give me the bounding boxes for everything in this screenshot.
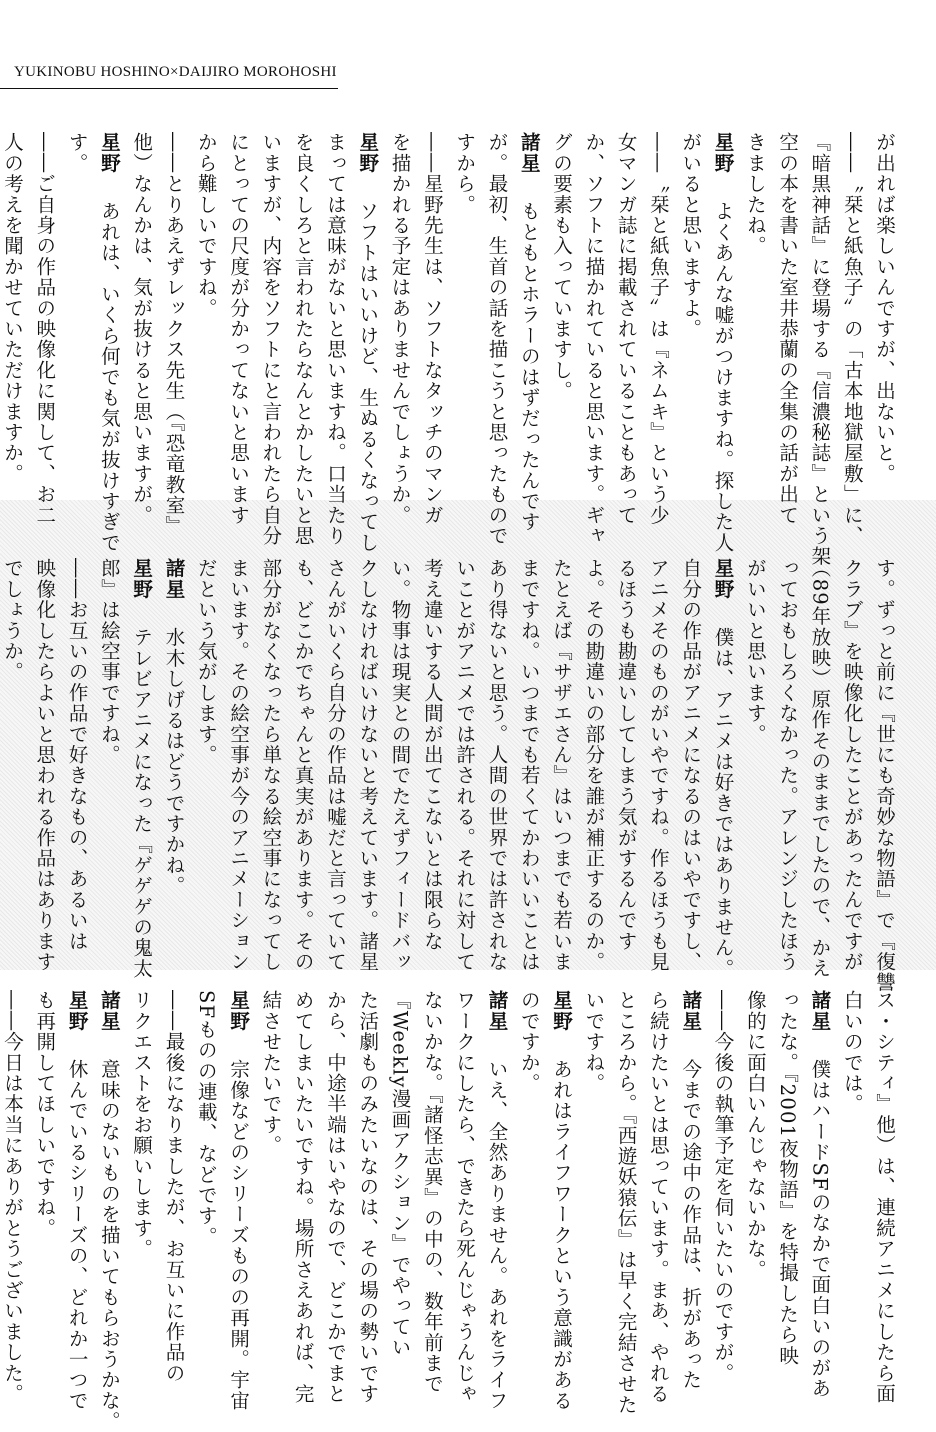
line-text: 結させたいです。 [259, 990, 283, 1156]
line-text: ――今後の執筆予定を伺いたいのですが。 [711, 990, 735, 1384]
line-text: きましたね。 [743, 132, 767, 257]
text-line [286, 132, 318, 546]
line-text: がいいと思います。 [743, 558, 767, 745]
text-block-bottom [0, 990, 900, 1432]
line-text: いますが、内容をソフトにと言われたら自分 [259, 132, 283, 546]
text-line [706, 558, 738, 979]
running-header: YUKINOBU HOSHINO×DAIJIRO MOROHOSHI [14, 64, 337, 80]
line-text: たとえば『サザエさん』はいつまでも若いま [550, 558, 574, 972]
text-line [868, 132, 900, 490]
text-line [448, 990, 480, 1404]
text-line [254, 558, 286, 972]
text-line [706, 132, 738, 553]
text-line [93, 132, 125, 553]
text-line [125, 558, 157, 979]
text-line [416, 990, 448, 1395]
text-line [60, 132, 92, 490]
text-line [771, 558, 803, 972]
text-line [642, 558, 674, 972]
line-text: リクエストをお願いします。 [130, 990, 154, 1260]
line-text: 空の本を書いた室井恭蘭の全集の話が出て [776, 132, 800, 526]
text-line [480, 558, 512, 972]
text-line [383, 990, 415, 1358]
speaker-label: 星野 [97, 132, 121, 174]
line-text: 部分がなくなったら単なる絵空事になってし [259, 558, 283, 972]
line-text: 他）なんかは、気が抜けると思いますが。 [130, 132, 154, 526]
text-line [60, 558, 92, 952]
speaker-label: 諸星 [679, 990, 703, 1032]
text-block-middle [0, 558, 900, 993]
text-line [189, 990, 221, 1335]
text-line [545, 558, 577, 972]
text-line [803, 132, 835, 567]
line-text: いことがアニメでは許される。それに対して [453, 558, 477, 972]
text-line [577, 132, 609, 546]
speaker-label: 星野 [227, 990, 251, 1032]
line-text: クしなければいけないと考えています。諸星 [356, 558, 380, 972]
text-line [609, 990, 641, 1415]
text-line [222, 132, 254, 526]
line-text: ――〝栞と紙魚子〟は『ネムキ』という少 [646, 132, 670, 526]
text-line [351, 132, 383, 553]
line-text: SFものの連載、などです。 [194, 990, 218, 1247]
line-text: 自分の作品がアニメになるのはいやですし、 [679, 558, 703, 972]
line-text: 白いのでは。 [840, 990, 864, 1115]
line-text: あれはライフワークという意識がある [550, 1059, 574, 1411]
text-line [803, 990, 835, 1399]
line-text: ところから。『西遊妖猿伝』は早く完結させた [614, 990, 638, 1415]
line-text: が。最初、生首の話を描こうと思ったもので [485, 132, 509, 546]
line-text: 人の考えを聞かせていただけますか。 [0, 132, 24, 484]
line-text: 郎』は絵空事ですね。 [97, 558, 121, 765]
text-line [642, 132, 674, 526]
text-line [706, 990, 738, 1384]
line-text: もともとホラーのはずだったんです [517, 201, 541, 533]
text-line [868, 990, 900, 1404]
line-text: が出れば楽しいんですが、出ないと。 [873, 132, 896, 484]
text-line [222, 990, 254, 1411]
line-text: ――ご自身の作品の映像化に関して、お二 [33, 132, 57, 526]
line-text: グの要素も入っていますし。 [550, 132, 574, 402]
text-line [835, 990, 867, 1335]
text-line [383, 132, 415, 526]
line-text: 像的に面白いんじゃないかな。 [743, 990, 767, 1280]
line-text: 考え違いする人間が出てこないとは限らな [420, 558, 444, 952]
line-text: のですか。 [517, 990, 541, 1094]
text-line [0, 990, 28, 1404]
text-line [674, 990, 706, 1391]
text-line [577, 990, 609, 1335]
line-text: テレビアニメになった『ゲゲゲの鬼太 [130, 627, 154, 979]
line-text: 休んでいるシリーズの、どれか一つで [65, 1059, 89, 1411]
line-text: まいます。その絵空事が今のアニメーション [227, 558, 251, 972]
speaker-label: 星野 [65, 990, 89, 1032]
line-text: っておもしろくなかった。アレンジしたほう [776, 558, 800, 972]
speaker-label: 諸星 [97, 990, 121, 1032]
text-line [157, 990, 189, 1384]
line-text: アニメそのものがいやですね。作るほうも見 [646, 558, 670, 972]
text-line [416, 558, 448, 952]
line-text: ――今日は本当にありがとうございました。 [0, 990, 24, 1404]
line-text: （89年放映）原作そのままでしたので、かえ [808, 558, 832, 979]
text-line [868, 558, 900, 993]
line-text: 今までの途中の作品は、折があった [679, 1059, 703, 1391]
speaker-label: 星野 [550, 990, 574, 1032]
text-line [222, 558, 254, 972]
text-line [351, 558, 383, 972]
line-text: ――星野先生は、ソフトなタッチのマンガ [420, 132, 444, 526]
line-text: るほうも勘違いしてしまう気がするんです [614, 558, 638, 952]
line-text: を描かれる予定はありませんでしょうか。 [388, 132, 412, 526]
text-line [835, 558, 867, 972]
text-line [674, 558, 706, 972]
line-text: も、どこかでちゃんと真実があります。その [291, 558, 315, 972]
text-line [93, 558, 125, 916]
text-line [319, 132, 351, 546]
text-line [512, 558, 544, 972]
text-line [609, 558, 641, 952]
text-line [125, 990, 157, 1335]
line-text: ないかな。『諸怪志異』の中の、数年前まで [420, 990, 444, 1395]
text-line [642, 990, 674, 1404]
line-text: すから。 [453, 132, 477, 215]
text-line [771, 132, 803, 526]
text-line [351, 990, 383, 1404]
text-line [254, 990, 286, 1335]
text-line [125, 132, 157, 526]
text-line [28, 132, 60, 526]
line-text: 僕は、アニメは好きではありません。 [711, 627, 735, 979]
line-text: 『Weekly漫画アクション』でやってい [388, 990, 412, 1358]
text-line [28, 990, 60, 1335]
text-line [416, 132, 448, 526]
text-line [60, 990, 92, 1411]
text-line [189, 132, 221, 490]
line-text: から、中途半端はいやなので、どこかでまと [323, 990, 347, 1404]
text-block-top [0, 132, 900, 567]
text-line [157, 132, 189, 537]
text-line [835, 132, 867, 546]
text-line [577, 558, 609, 972]
text-line [448, 558, 480, 972]
text-line [803, 558, 835, 979]
line-text: 意味のないものを描いてもらおうかな。 [97, 1059, 121, 1432]
text-line [480, 990, 512, 1411]
line-text: クラブ』を映像化したことがあったんですが [840, 558, 864, 972]
line-text: 映像化したらよいと思われる作品はあります [33, 558, 57, 972]
text-line [545, 132, 577, 490]
text-line [319, 990, 351, 1404]
line-text: す。 [65, 132, 89, 174]
line-text: あれは、いくら何でも気が抜けすぎで [97, 201, 121, 553]
line-text: ら続けたいとは思っています。まあ、やれる [646, 990, 670, 1404]
text-line [93, 990, 125, 1432]
line-text: ――お互いの作品で好きなもの、あるいは [65, 558, 89, 952]
line-text: だという気がします。 [194, 558, 218, 765]
line-text: まですね。いつまでも若くてかわいいことは [517, 558, 541, 972]
line-text: がいると思いますよ。 [679, 132, 703, 339]
speaker-label: 星野 [356, 132, 380, 174]
speaker-label: 星野 [711, 558, 735, 600]
line-text: よくあんな嘘がつけますね。探した人 [711, 201, 735, 553]
text-line [0, 132, 28, 490]
line-text: ス・シティ』他）は、連続アニメにしたら面 [873, 990, 896, 1404]
line-text: 女マンガ誌に掲載されていることもあって [614, 132, 638, 526]
text-line [28, 558, 60, 972]
line-text: ワークにしたら、できたら死んじゃうんじゃ [453, 990, 477, 1404]
line-text: い。物事は現実との間でたえずフィードバッ [388, 558, 412, 972]
text-line [0, 558, 28, 916]
header-rule [0, 88, 338, 89]
line-text: 宗像などのシリーズものの再開。宇宙 [227, 1059, 251, 1411]
line-text: か、ソフトに描かれていると思います。ギャ [582, 132, 606, 546]
line-text: ったな。『2001夜物語』を特撮したら映 [776, 990, 800, 1366]
line-text: ――〝栞と紙魚子〟の「古本地獄屋敷」に、 [840, 132, 864, 546]
line-text: す。ずっと前に『世にも奇妙な物語』で『復讐 [873, 558, 896, 993]
line-text: ――最後になりましたが、お互いに作品の [162, 990, 186, 1384]
speaker-label: 諸星 [808, 990, 832, 1032]
speaker-label: 諸星 [162, 558, 186, 600]
text-line [739, 990, 771, 1335]
text-line [609, 132, 641, 526]
text-line [739, 558, 771, 916]
line-text: 僕はハードSFのなかで面白いのがあ [808, 1059, 832, 1399]
line-text: た活劇ものみたいなのは、その場の勢いです [356, 990, 380, 1404]
speaker-label: 星野 [711, 132, 735, 174]
line-text: さんがいくら自分の作品は嘘だと言っていて [323, 558, 347, 972]
text-line [771, 990, 803, 1366]
line-text: ――とりあえずレックス先生（『恐竜教室』 [162, 132, 186, 537]
line-text: 『暗黒神話』に登場する『信濃秘誌』という架 [808, 132, 832, 567]
line-text: ソフトはいいけど、生ぬるくなってし [356, 201, 380, 553]
text-line [254, 132, 286, 546]
text-line [319, 558, 351, 972]
line-text: あり得ないと思う。人間の世界では許されな [485, 558, 509, 972]
line-text: いですね。 [582, 990, 606, 1094]
line-text: にとっての尺度が分かってないと思います [227, 132, 251, 526]
speaker-label: 星野 [130, 558, 154, 600]
text-line [480, 132, 512, 546]
text-line [383, 558, 415, 972]
text-line [674, 132, 706, 490]
text-line [512, 132, 544, 533]
line-text: めてしまいたいですね。場所さえあれば、完 [291, 990, 315, 1404]
speaker-label: 諸星 [485, 990, 509, 1032]
line-text: いえ、全然ありません。あれをライフ [485, 1059, 509, 1411]
speaker-label: 諸星 [517, 132, 541, 174]
text-line [448, 132, 480, 490]
text-line [545, 990, 577, 1411]
text-line [286, 558, 318, 972]
line-text: 水木しげるはどうですかね。 [162, 627, 186, 897]
text-line [157, 558, 189, 916]
line-text: を良くしろと言われたらなんとかしたいと思 [291, 132, 315, 546]
line-text: でしょうか。 [0, 558, 24, 683]
line-text: も再開してほしいですね。 [33, 990, 57, 1239]
text-line [739, 132, 771, 490]
line-text: から難しいですね。 [194, 132, 218, 319]
text-line [189, 558, 221, 916]
line-text: まっては意味がないと思いますね。口当たり [323, 132, 347, 546]
text-line [512, 990, 544, 1335]
text-line [286, 990, 318, 1404]
line-text: よ。その勘違いの部分を誰が補正するのか。 [582, 558, 606, 972]
